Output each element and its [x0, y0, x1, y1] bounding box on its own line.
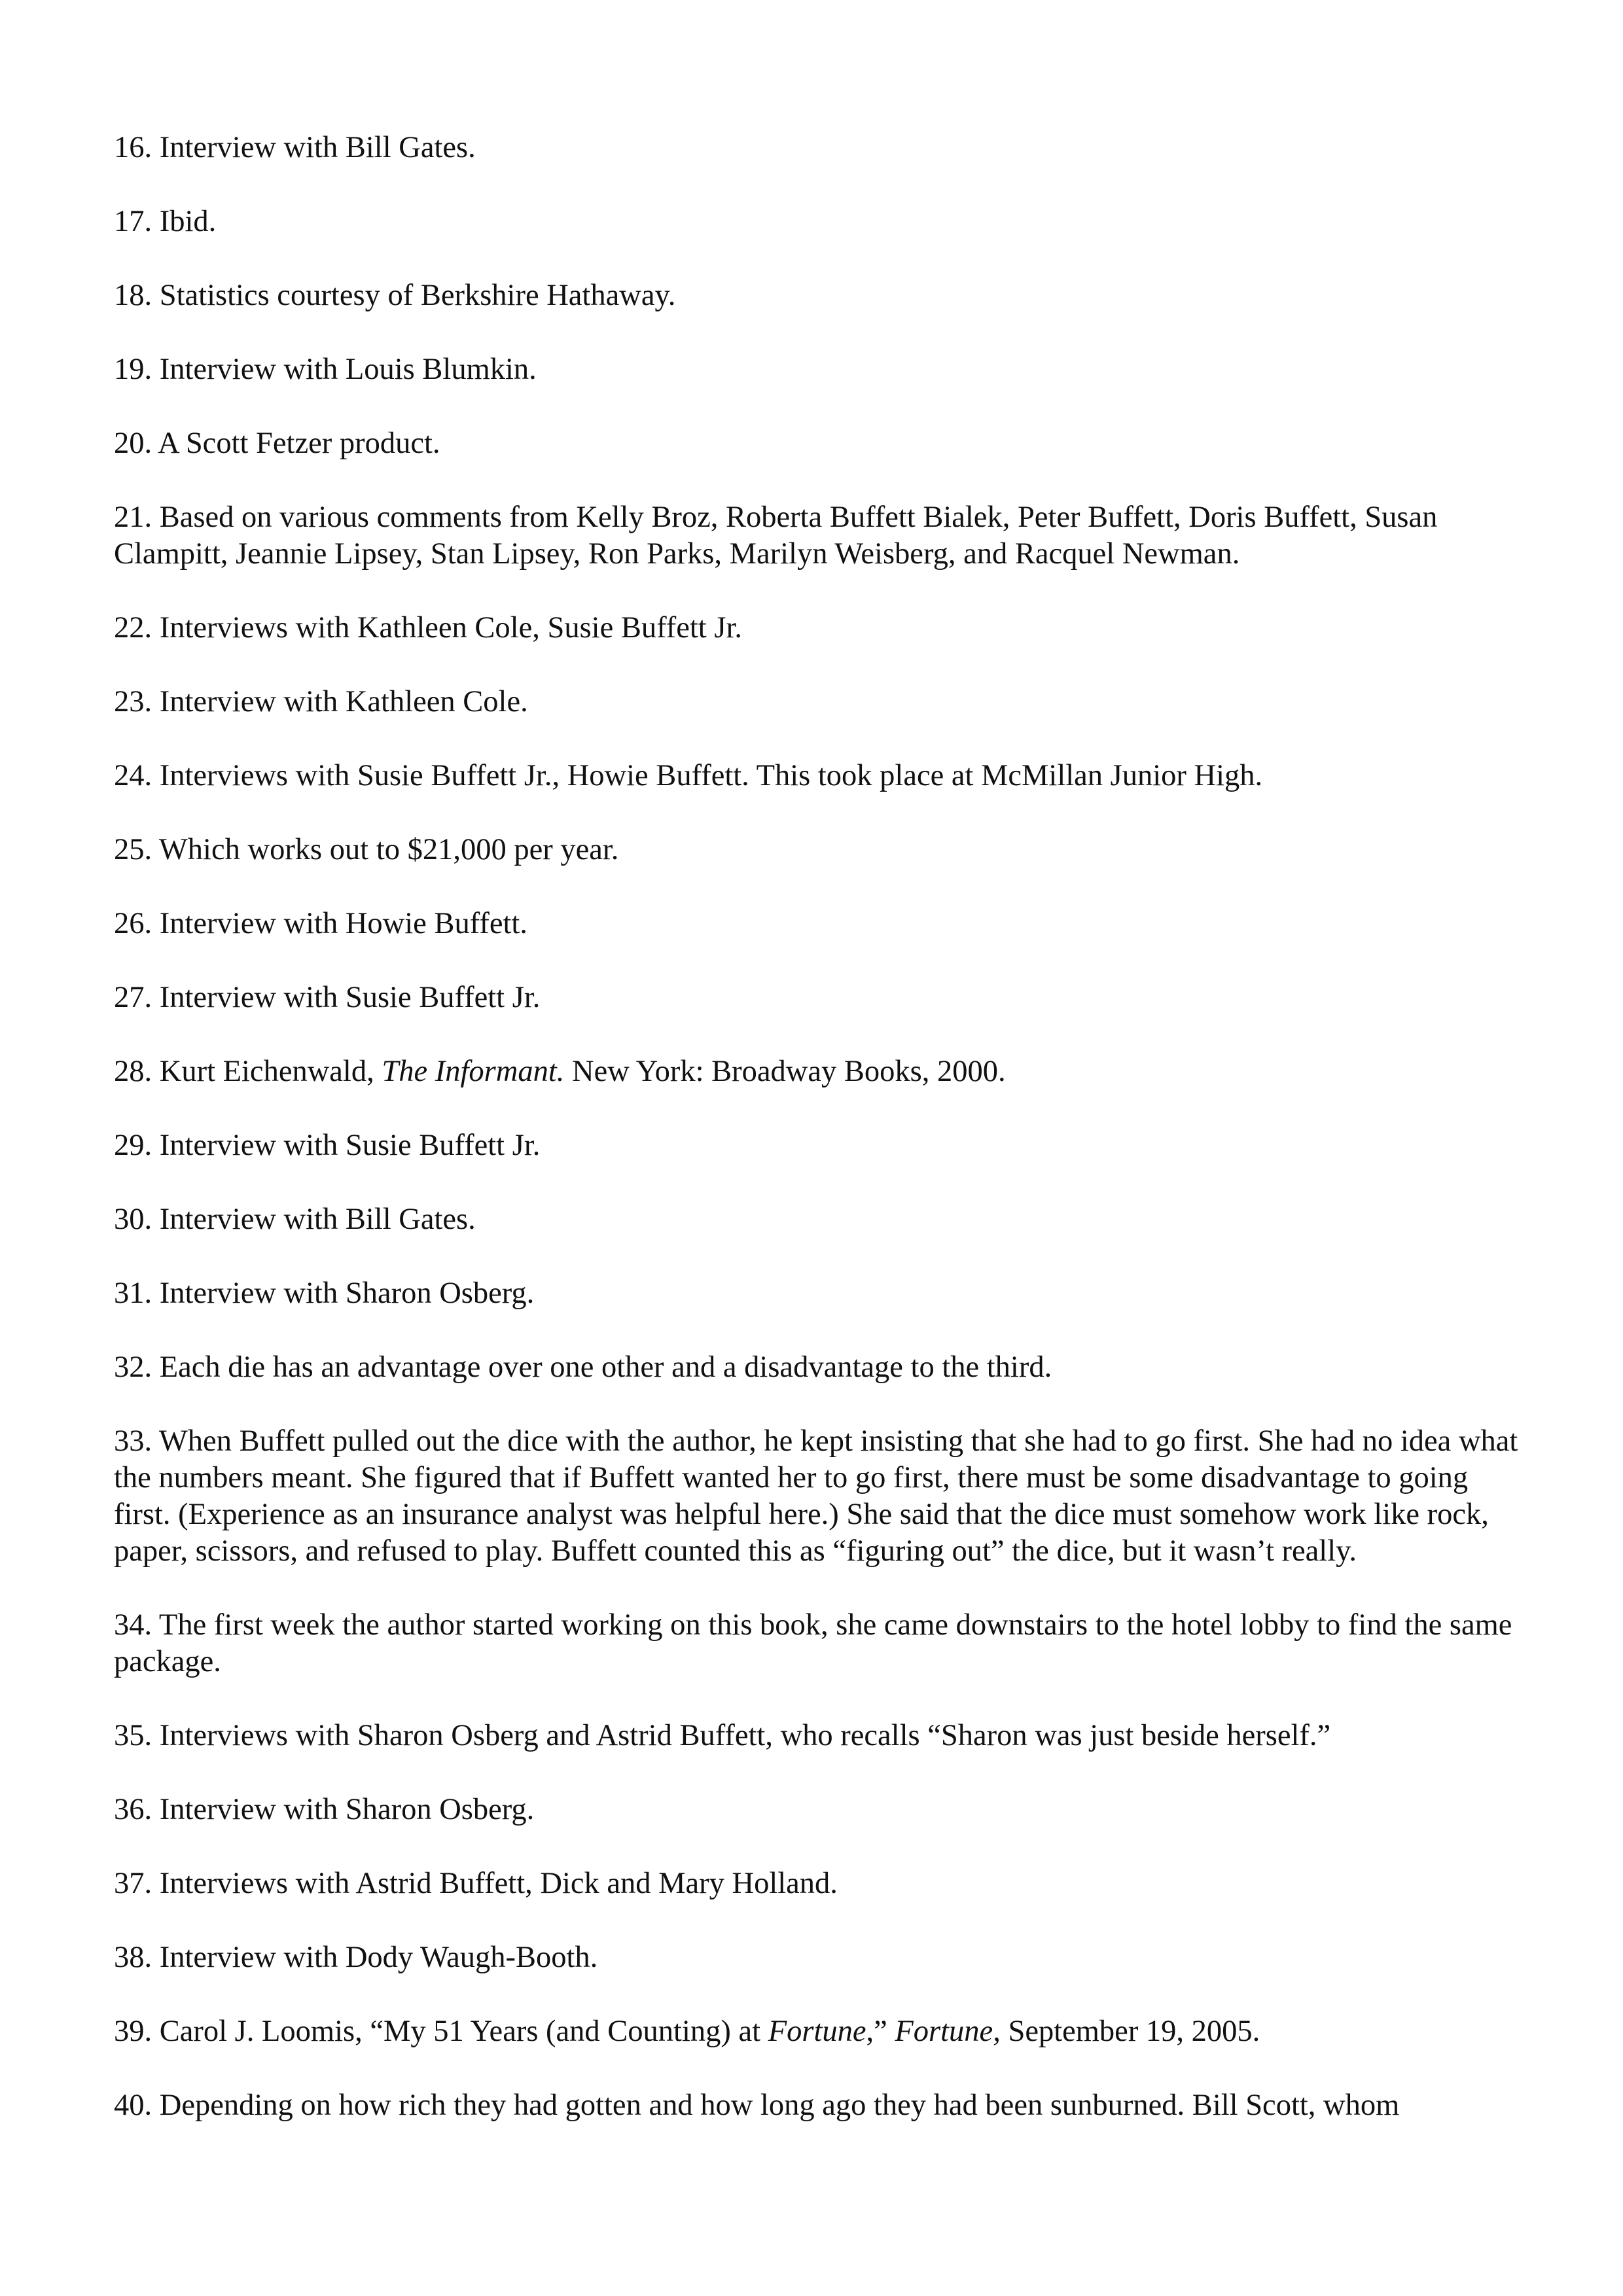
endnote-text: 40. Depending on how rich they had gotten and how long ago they had been sunburned. Bill Scott, whom — [114, 2089, 1400, 2122]
endnote — [114, 1053, 1521, 1090]
endnote-text: 29. Interview with Susie Buffett Jr. — [114, 1129, 541, 1162]
endnote — [114, 425, 1521, 462]
endnote-text: 25. Which works out to $21,000 per year. — [114, 833, 619, 866]
endnote-text: 21. Based on various comments from Kelly Broz, Roberta Buffett Bialek, Peter Buffett, Doris Buffett, Susan Clampitt, Jeannie Lipsey, Stan Lipsey, Ron Parks, Marilyn Weisberg, and Racquel Newman. — [114, 501, 1438, 571]
endnote-text: 17. Ibid. — [114, 205, 217, 238]
endnote — [114, 906, 1521, 942]
endnote — [114, 1865, 1521, 1902]
endnote-text: 22. Interviews with Kathleen Cole, Susie Buffett Jr. — [114, 611, 742, 645]
endnote-text: 35. Interviews with Sharon Osberg and Astrid Buffett, who recalls “Sharon was just beside herself.” — [114, 1719, 1331, 1752]
endnote — [114, 499, 1521, 573]
endnote — [114, 1349, 1521, 1386]
endnote-text: September 19, 2005. — [1000, 2015, 1260, 2048]
endnote — [114, 610, 1521, 646]
endnote — [114, 203, 1521, 240]
endnote-italic-text: Fortune, — [895, 2015, 1001, 2048]
endnote-text: 19. Interview with Louis Blumkin. — [114, 353, 537, 386]
endnote-text: 27. Interview with Susie Buffett Jr. — [114, 981, 541, 1014]
endnote-italic-text: The Informant. — [382, 1055, 565, 1088]
endnotes-list — [114, 130, 1521, 2161]
endnote-text: 30. Interview with Bill Gates. — [114, 1203, 476, 1236]
endnote-text: 32. Each die has an advantage over one other and a disadvantage to the third. — [114, 1351, 1052, 1384]
endnote — [114, 351, 1521, 388]
endnote — [114, 1607, 1521, 1680]
endnote — [114, 277, 1521, 314]
endnote-text: 24. Interviews with Susie Buffett Jr., Howie Buffett. This took place at McMillan Junior High. — [114, 759, 1263, 792]
endnote-text: 34. The first week the author started working on this book, she came downstairs to the hotel lobby to find the same package. — [114, 1608, 1512, 1678]
endnote — [114, 1275, 1521, 1312]
endnote — [114, 684, 1521, 720]
endnote — [114, 2013, 1521, 2050]
endnote-text: 18. Statistics courtesy of Berkshire Hathaway. — [114, 279, 676, 312]
endnote-text: 16. Interview with Bill Gates. — [114, 131, 476, 164]
endnote — [114, 832, 1521, 868]
endnote — [114, 1792, 1521, 1828]
endnote-text: 36. Interview with Sharon Osberg. — [114, 1793, 535, 1826]
endnote — [114, 980, 1521, 1016]
endnote-text: 26. Interview with Howie Buffett. — [114, 907, 527, 940]
endnote-text: 23. Interview with Kathleen Cole. — [114, 685, 528, 718]
endnote — [114, 758, 1521, 794]
endnote — [114, 1201, 1521, 1238]
endnote — [114, 130, 1521, 166]
endnote-italic-text: Fortune — [768, 2015, 866, 2048]
endnote-text: 39. Carol J. Loomis, “My 51 Years (and Counting) at — [114, 2015, 768, 2048]
endnote — [114, 1939, 1521, 1976]
endnote — [114, 1127, 1521, 1164]
endnote — [114, 2087, 1521, 2124]
endnote-text: 20. A Scott Fetzer product. — [114, 427, 440, 460]
endnote — [114, 1718, 1521, 1754]
endnote-text: 33. When Buffett pulled out the dice with the author, he kept insisting that she had to go first. She had no idea what the numbers meant. She figured that if Buffett wanted her to go first, there must be some disadvantage to going first. (Experience as an insurance analyst was helpful here.) She said that the dice must somehow work like rock, paper, scissors, and refused to play. Buffett counted this as “figuring out” the dice, but it wasn’t really. — [114, 1424, 1518, 1568]
endnote-text: 37. Interviews with Astrid Buffett, Dick and Mary Holland. — [114, 1867, 838, 1900]
endnote-text: ,” — [866, 2015, 895, 2048]
endnote — [114, 1423, 1521, 1570]
endnote-text: 31. Interview with Sharon Osberg. — [114, 1277, 535, 1310]
endnote-text: 28. Kurt Eichenwald, — [114, 1055, 382, 1088]
endnote-text: 38. Interview with Dody Waugh-Booth. — [114, 1941, 598, 1974]
endnote-text: New York: Broadway Books, 2000. — [564, 1055, 1006, 1088]
